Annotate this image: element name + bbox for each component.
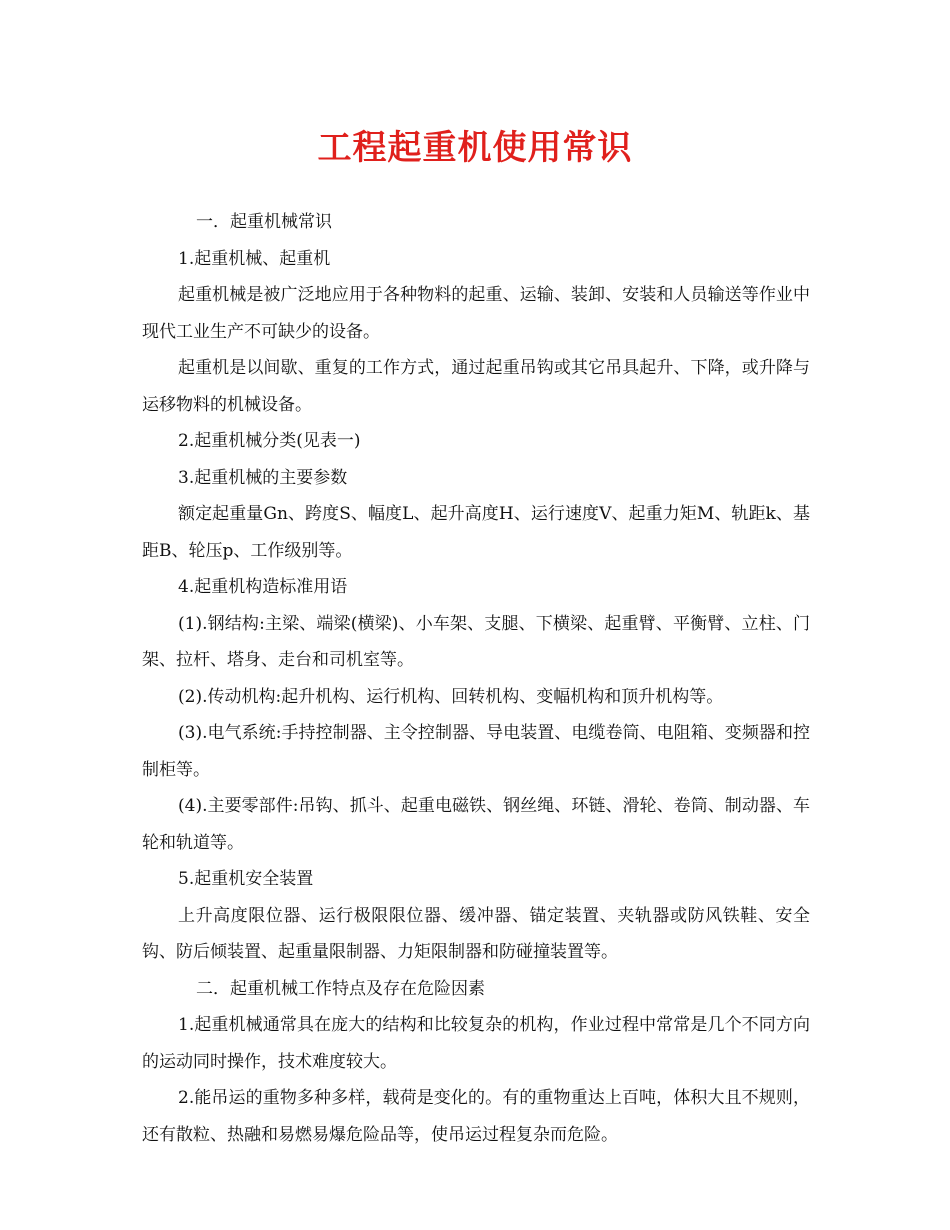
paragraph: 2.能吊运的重物多种多样，载荷是变化的。有的重物重达上百吨，体积大且不规则，还有散粒、热融和易燃易爆危险品等，使吊运过程复杂而危险。: [142, 1088, 810, 1145]
paragraph: 额定起重量Gn、跨度S、幅度L、起升高度H、运行速度V、起重力矩M、轨距k、基距B、轮压p、工作级别等。: [142, 504, 810, 561]
section-heading: 一．起重机械常识: [196, 212, 332, 232]
paragraph: (1).钢结构:主梁、端梁(横梁)、小车架、支腿、下横梁、起重臂、平衡臂、立柱、门架、拉杆、塔身、走台和司机室等。: [142, 613, 810, 670]
paragraph: 起重机是以间歇、重复的工作方式，通过起重吊钩或其它吊具起升、下降，或升降与运移物料的机械设备。: [142, 358, 810, 415]
section-heading: 二．起重机械工作特点及存在危险因素: [196, 978, 485, 999]
paragraph: (3).电气系统:手持控制器、主令控制器、导电装置、电缆卷筒、电阻箱、变频器和控制柜等。: [142, 723, 810, 780]
paragraph: 1.起重机械通常具在庞大的结构和比较复杂的机构，作业过程中常常是几个不同方向的运动同时操作，技术难度较大。: [142, 1015, 810, 1072]
paragraph: 起重机械是被广泛地应用于各种物料的起重、运输、装卸、安装和人员输送等作业中现代工业生产不可缺少的设备。: [142, 285, 810, 342]
paragraph: (4).主要零部件:吊钩、抓斗、起重电磁铁、钢丝绳、环链、滑轮、卷筒、制动器、车轮和轨道等。: [142, 796, 810, 853]
paragraph: 上升高度限位器、运行极限限位器、缓冲器、锚定装置、夹轨器或防风铁鞋、安全钩、防后倾装置、起重量限制器、力矩限制器和防碰撞装置等。: [142, 905, 810, 962]
document-body: [142, 204, 810, 1153]
paragraph: (2).传动机构:起升机构、运行机构、回转机构、变幅机构和顶升机构等。: [178, 686, 724, 707]
paragraph: 1.起重机械、起重机: [178, 248, 331, 269]
paragraph: 2.起重机械分类(见表一): [178, 431, 361, 451]
paragraph: 4.起重机构造标准用语: [178, 577, 348, 597]
document-title: 工程起重机使用常识: [317, 128, 633, 168]
paragraph: 3.起重机械的主要参数: [178, 467, 348, 488]
paragraph: 5.起重机安全装置: [178, 869, 314, 889]
